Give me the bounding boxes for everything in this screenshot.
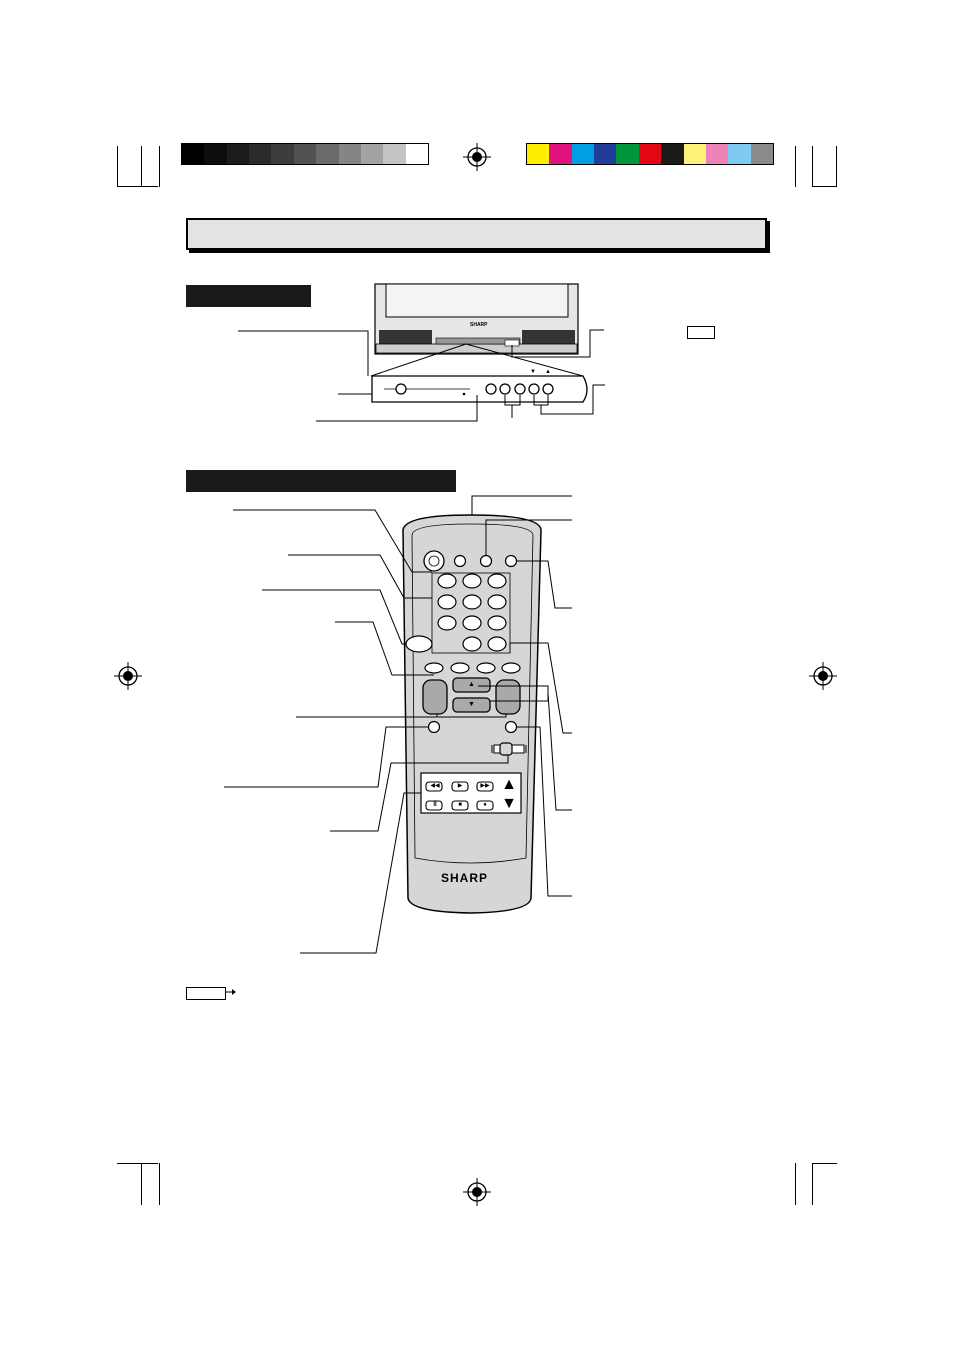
remote-top-button-4 xyxy=(506,556,517,567)
remote-brand-logo: SHARP xyxy=(441,871,489,885)
volume-right-key xyxy=(496,680,520,714)
remote-top-button-2 xyxy=(455,556,466,567)
fast-forward-icon[interactable]: ▶▶ xyxy=(480,783,490,789)
rewind-icon[interactable]: ◀◀ xyxy=(430,783,440,789)
note-flag xyxy=(186,987,226,1000)
tilt-down-icon[interactable]: ▼ xyxy=(501,795,517,812)
remote-top-button-3 xyxy=(481,556,492,567)
channel-up-icon[interactable]: ▲ xyxy=(468,681,475,688)
remote-button-left xyxy=(429,722,440,733)
mode-slide-switch xyxy=(492,743,526,755)
panel-arrow-up: ▲ xyxy=(545,369,551,375)
volume-left-key xyxy=(423,680,447,714)
stop-icon[interactable]: ■ xyxy=(458,802,462,808)
remote-large-button xyxy=(406,636,432,652)
panel-arrow-down: ▼ xyxy=(530,369,536,375)
remote-button-right xyxy=(506,722,517,733)
pause-icon[interactable]: II xyxy=(433,802,437,808)
channel-down-icon[interactable]: ▼ xyxy=(468,701,475,708)
record-icon[interactable]: ● xyxy=(483,802,487,808)
tv-brand-logo: SHARP xyxy=(470,322,488,328)
remote-power-button xyxy=(424,551,444,571)
play-icon[interactable]: ▶ xyxy=(457,783,463,789)
tilt-up-icon[interactable]: ▲ xyxy=(501,776,517,793)
